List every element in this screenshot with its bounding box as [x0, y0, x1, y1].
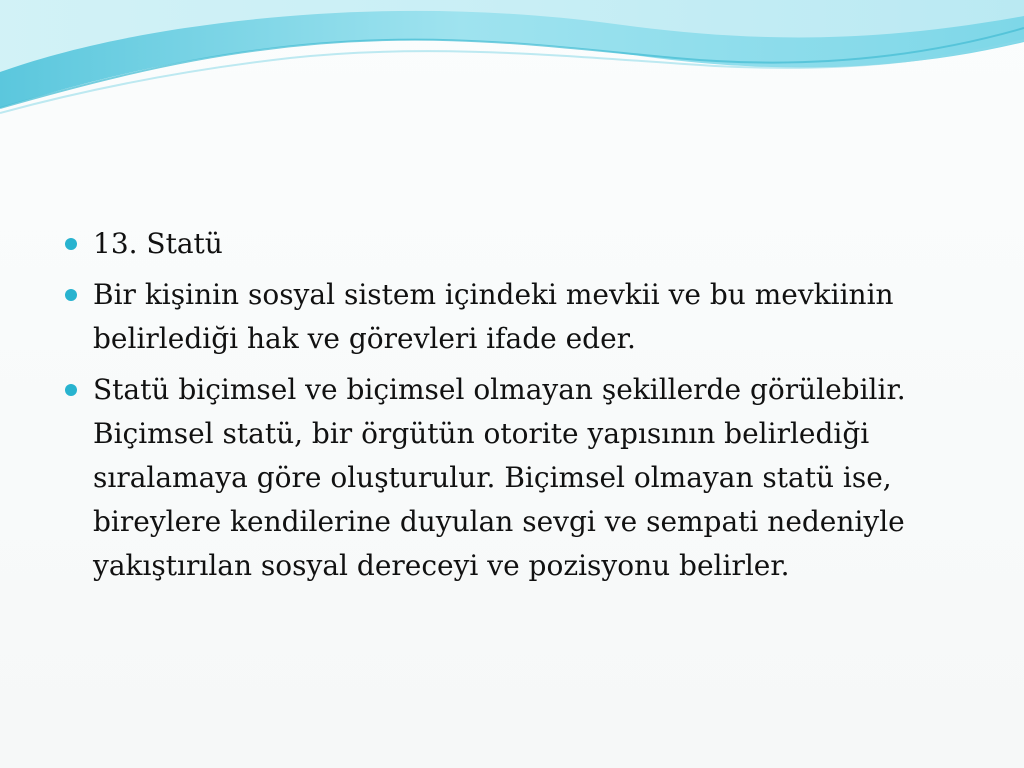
bullet-dot-icon [65, 289, 77, 301]
bullet-text: Bir kişinin sosyal sistem içindeki mevkii ve bu mevkiinin belirlediği hak ve görevleri ifade eder. [93, 278, 894, 355]
bullet-text: Statü biçimsel ve biçimsel olmayan şekillerde görülebilir. Biçimsel statü, bir örgütün otorite yapısının belirlediği sıralamaya göre oluşturulur. Biçimsel olmayan statü ise, bireylere kendilerine duyulan sevgi ve sempati nedeniyle yakıştırılan sosyal dereceyi ve pozisyonu belirler. [93, 373, 906, 582]
bullet-item-definition [62, 273, 962, 361]
bullet-list [62, 222, 962, 588]
bullet-item-explanation [62, 368, 962, 588]
decorative-header-wave [0, 0, 1024, 130]
slide-content [62, 222, 962, 595]
bullet-item-title [62, 222, 962, 266]
bullet-dot-icon [65, 384, 77, 396]
bullet-dot-icon [65, 238, 77, 250]
bullet-text: 13. Statü [93, 227, 223, 260]
